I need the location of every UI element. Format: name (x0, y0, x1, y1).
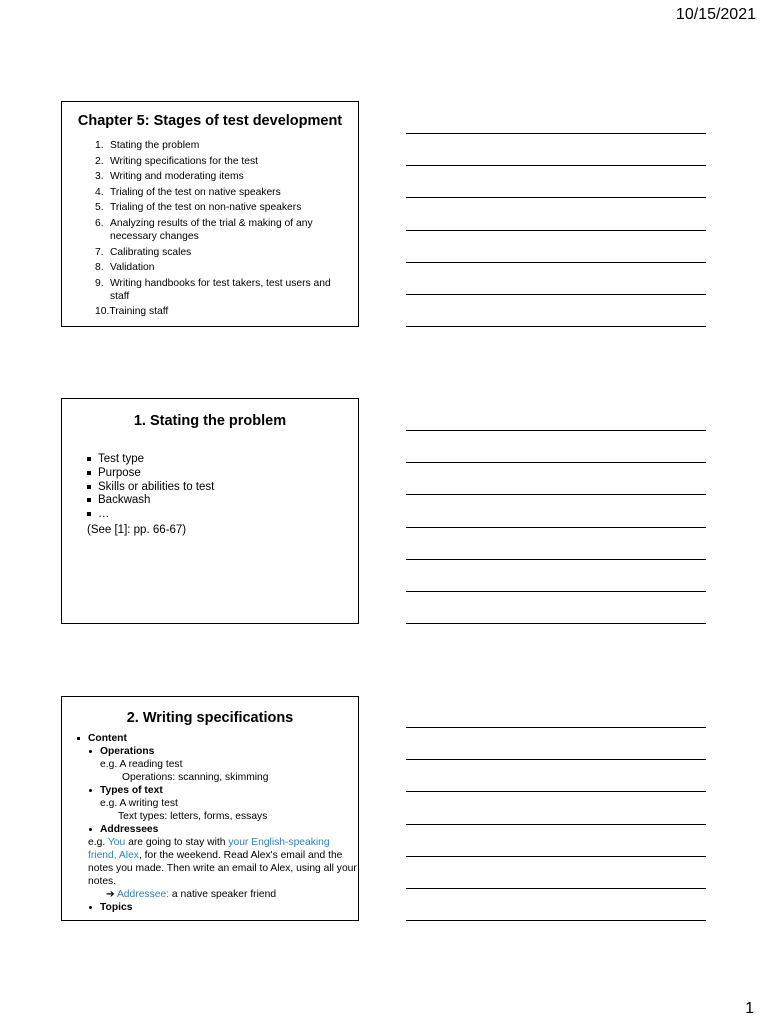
list-item: 3. Writing and moderating items (95, 171, 244, 183)
slide-title: Chapter 5: Stages of test development (77, 113, 343, 129)
list-item: … (62, 508, 358, 522)
bullet-dot-icon (89, 828, 92, 831)
bullet-square-icon (87, 498, 91, 502)
slide-writing-specifications (61, 696, 359, 921)
list-item: 1. Stating the problem (95, 140, 200, 151)
bullet-dot-icon (89, 789, 92, 792)
note-line (406, 165, 706, 166)
types-of-text-heading: Types of text (62, 784, 358, 797)
note-line (406, 133, 706, 134)
slide-title: 2. Writing specifications (126, 710, 294, 726)
note-line (406, 462, 706, 463)
list-item: 7. Calibrating scales (95, 246, 192, 258)
list-item: Skills or abilities to test (62, 481, 358, 495)
note-line (406, 559, 706, 560)
note-line (406, 856, 706, 857)
note-line (406, 824, 706, 825)
note-line (406, 791, 706, 792)
bullet-list (62, 453, 358, 522)
bullet-square-icon (87, 512, 91, 516)
bullet-dot-icon (89, 750, 92, 753)
reference-note: (See [1]: pp. 66-67) (87, 523, 187, 536)
operations-heading: Operations (62, 745, 358, 758)
slide-body (62, 732, 358, 914)
types-example: e.g. A writing test (100, 798, 178, 809)
note-line (406, 326, 706, 327)
note-line (406, 623, 706, 624)
note-line (406, 197, 706, 198)
content-heading: Content (62, 732, 358, 745)
operations-detail: Operations: scanning, skimming (122, 772, 269, 783)
bullet-square-icon (87, 485, 91, 489)
list-item: 4. Trialing of the test on native speakers (95, 186, 281, 198)
note-line (406, 727, 706, 728)
note-line (406, 494, 706, 495)
addressee-result: ➔ Addressee: a native speaker friend (106, 889, 277, 900)
list-item: 10.Training staff (95, 306, 169, 318)
addressees-example: e.g. You are going to stay with your English-speaking friend, Alex, for the weekend. Read Alex's email and the notes you made. Then write an email to Alex, using all your notes. (88, 837, 357, 887)
note-line (406, 230, 706, 231)
operations-example: e.g. A reading test (100, 759, 183, 770)
list-item: Backwash (62, 494, 358, 508)
slide-stages-of-test-development (61, 101, 359, 327)
slide-title: 1. Stating the problem (133, 413, 287, 429)
list-item: 5. Trialing of the test on non-native speakers (95, 202, 302, 214)
note-line (406, 294, 706, 295)
list-item: 6. Analyzing results of the trial & making of any necessary changes (95, 217, 313, 242)
topics-heading: Topics (62, 901, 358, 914)
list-item: Test type (62, 453, 358, 467)
note-line (406, 262, 706, 263)
note-line (406, 888, 706, 889)
list-item: 9. Writing handbooks for test takers, test users and staff (95, 277, 331, 302)
bullet-square-icon (87, 457, 91, 461)
types-detail: Text types: letters, forms, essays (118, 811, 268, 822)
list-item: 2. Writing specifications for the test (95, 155, 259, 167)
addressees-heading: Addressees (62, 823, 358, 836)
note-line (406, 430, 706, 431)
bullet-square-icon (77, 737, 80, 740)
slide-stating-the-problem (61, 398, 359, 624)
note-line (406, 591, 706, 592)
print-date: 10/15/2021 (675, 6, 756, 23)
stages-list (62, 139, 358, 318)
list-item: 8. Validation (95, 262, 155, 274)
bullet-square-icon (87, 471, 91, 475)
note-line (406, 759, 706, 760)
list-item: Purpose (62, 467, 358, 481)
bullet-dot-icon (89, 906, 92, 909)
page-number: 1 (745, 1000, 754, 1017)
note-line (406, 527, 706, 528)
note-line (406, 920, 706, 921)
arrow-right-icon: ➔ (106, 889, 115, 900)
